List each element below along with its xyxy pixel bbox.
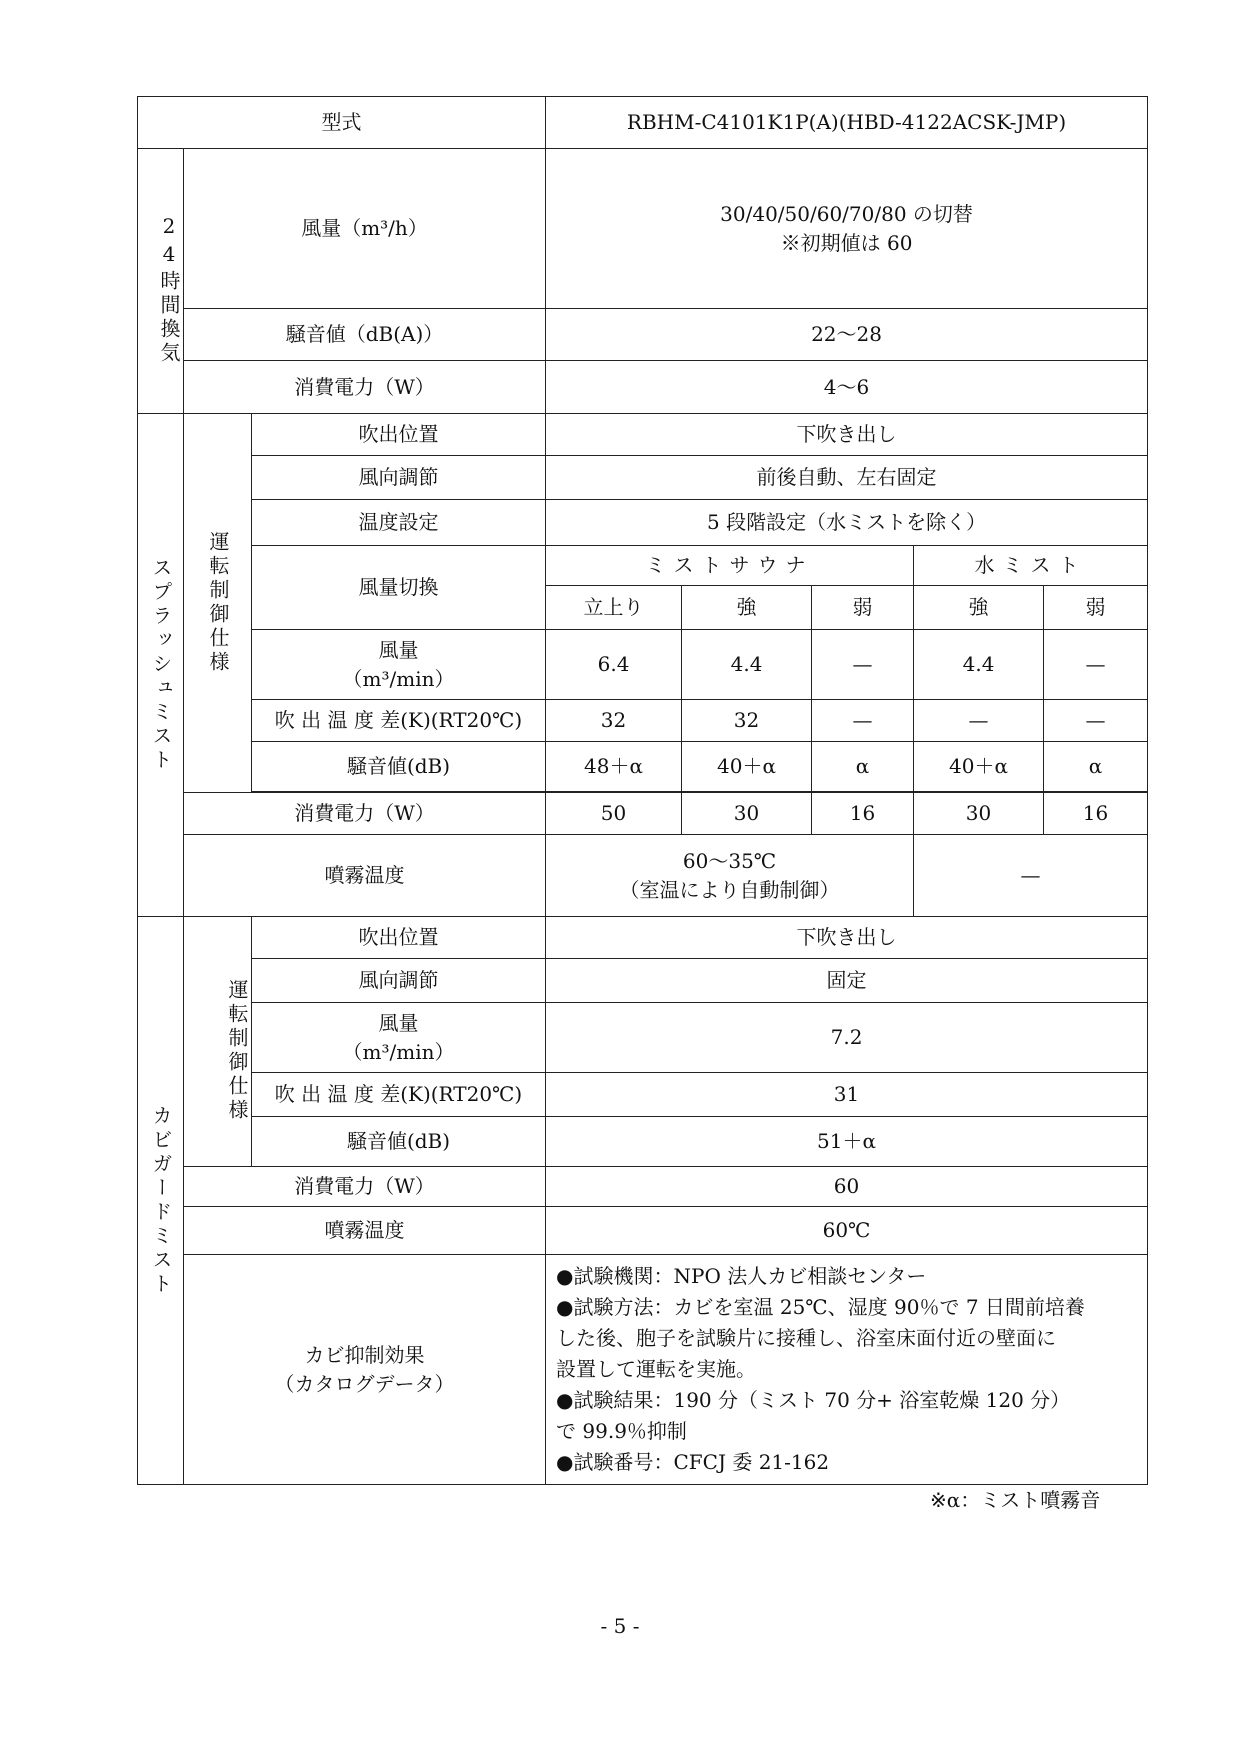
mold-airflow-value: 7.2 [546, 1003, 1148, 1073]
splash-outlet-value: 下吹き出し [546, 414, 1148, 456]
mold-effect-label-line2: （カタログデータ） [274, 1371, 455, 1396]
vent-airflow-label: 風量（m³/h） [184, 149, 546, 309]
splash-airflow-label-line2: （m³/min） [342, 666, 455, 691]
footnote: ※α：ミスト噴霧音 [930, 1488, 1101, 1512]
effect-line: した後、胞子を試験片に接種し、浴室床面付近の壁面に [556, 1326, 1057, 1350]
mold-spray-value: 60℃ [546, 1207, 1148, 1255]
mode-water-weak: 弱 [1044, 586, 1148, 630]
mold-direction-value: 固定 [546, 959, 1148, 1003]
splash-tempdiff-cell: — [914, 700, 1044, 742]
splash-power-cell: 16 [1044, 793, 1148, 835]
splash-direction-label: 風向調節 [252, 456, 546, 500]
vent-noise-label: 騒音値（dB(A)） [184, 309, 546, 361]
splash-tempdiff-cell: — [1044, 700, 1148, 742]
splash-outlet-label: 吹出位置 [252, 414, 546, 456]
ventilation-group-label: 24時間換気 [138, 149, 184, 414]
mold-effect-label [184, 1255, 546, 1485]
splash-power-cell: 30 [914, 793, 1044, 835]
mold-tempdiff-label: 吹 出 温 度 差(K)(RT20℃) [252, 1073, 546, 1117]
mold-group-label: カビガードミスト [138, 917, 184, 1485]
vent-noise-value: 22～28 [546, 309, 1148, 361]
splash-temp-label: 温度設定 [252, 500, 546, 546]
splash-sub-label: 運転制御仕様 [184, 414, 252, 793]
splash-airflow-cell: 4.4 [914, 630, 1044, 700]
mold-airflow-label-line1: 風量 [378, 1010, 419, 1035]
splash-spray-water: — [914, 835, 1148, 917]
vent-power-value: 4～6 [546, 361, 1148, 414]
vent-airflow-line2: ※初期値は 60 [780, 230, 913, 255]
effect-line: ●試験結果：190 分（ミスト 70 分+ 浴室乾燥 120 分） [556, 1388, 1071, 1412]
splash-spray-line1: 60～35℃ [682, 848, 777, 873]
vent-airflow-value [546, 149, 1148, 309]
splash-airflow-label-line1: 風量 [378, 637, 419, 662]
splash-airflow-cell: — [1044, 630, 1148, 700]
mode-startup: 立上り [546, 586, 682, 630]
splash-spray-value [546, 835, 914, 917]
spec-table [137, 96, 1148, 1485]
splash-power-label: 消費電力（W） [184, 793, 546, 835]
splash-power-cell: 30 [682, 793, 812, 835]
splash-temp-value: 5 段階設定（水ミストを除く） [546, 500, 1148, 546]
splash-tempdiff-cell: 32 [546, 700, 682, 742]
mold-noise-value: 51＋α [546, 1117, 1148, 1167]
splash-group-label: スプラッシュミスト [138, 414, 184, 917]
splash-airflow-cell: — [812, 630, 914, 700]
mold-airflow-label [252, 1003, 546, 1073]
mold-effect-details [546, 1255, 1148, 1485]
mold-outlet-value: 下吹き出し [546, 917, 1148, 959]
mode-weak: 弱 [812, 586, 914, 630]
splash-airflow-label [252, 630, 546, 700]
vent-power-label: 消費電力（W） [184, 361, 546, 414]
splash-noise-cell: α [1044, 742, 1148, 792]
splash-power-cell: 50 [546, 793, 682, 835]
effect-line: ●試験機関：NPO 法人カビ相談センター [556, 1264, 927, 1288]
splash-airflow-cell: 6.4 [546, 630, 682, 700]
splash-noise-cell: 40＋α [914, 742, 1044, 792]
mode-water-strong: 強 [914, 586, 1044, 630]
mode-strong: 強 [682, 586, 812, 630]
mold-direction-label: 風向調節 [252, 959, 546, 1003]
vent-airflow-line1: 30/40/50/60/70/80 の切替 [720, 201, 973, 226]
effect-line: で 99.9％抑制 [556, 1419, 687, 1443]
model-label: 型式 [138, 97, 546, 149]
effect-line: ●試験番号：CFCJ 委 21-162 [556, 1450, 830, 1474]
splash-noise-cell: 40＋α [682, 742, 812, 792]
splash-tempdiff-label: 吹 出 温 度 差(K)(RT20℃) [252, 700, 546, 742]
splash-spray-label: 噴霧温度 [184, 835, 546, 917]
effect-line: 設置して運転を実施。 [556, 1357, 757, 1381]
splash-direction-value: 前後自動、左右固定 [546, 456, 1148, 500]
splash-power-cell: 16 [812, 793, 914, 835]
water-mist-header: 水ミスト [914, 546, 1148, 586]
splash-switch-label: 風量切換 [252, 546, 546, 630]
mold-sub-label: 運転制御仕様 [184, 917, 252, 1167]
mold-power-value: 60 [546, 1167, 1148, 1207]
mold-airflow-label-line2: （m³/min） [342, 1039, 455, 1064]
splash-spray-line2: （室温により自動制御） [619, 877, 840, 902]
mold-spray-label: 噴霧温度 [184, 1207, 546, 1255]
mold-effect-label-line1: カビ抑制効果 [304, 1342, 425, 1367]
splash-airflow-cell: 4.4 [682, 630, 812, 700]
effect-line: ●試験方法：カビを室温 25℃、湿度 90％で 7 日間前培養 [556, 1295, 1085, 1319]
splash-tempdiff-cell: 32 [682, 700, 812, 742]
splash-noise-cell: α [812, 742, 914, 792]
mold-outlet-label: 吹出位置 [252, 917, 546, 959]
mold-power-label: 消費電力（W） [184, 1167, 546, 1207]
splash-tempdiff-cell: — [812, 700, 914, 742]
page-number: - 5 - [600, 1614, 640, 1638]
mold-tempdiff-value: 31 [546, 1073, 1148, 1117]
splash-noise-cell: 48＋α [546, 742, 682, 792]
mist-sauna-header: ミストサウナ [546, 546, 914, 586]
splash-noise-label: 騒音値(dB) [252, 742, 546, 792]
model-value: RBHM-C4101K1P(A)(HBD-4122ACSK-JMP) [546, 97, 1148, 149]
mold-noise-label: 騒音値(dB) [252, 1117, 546, 1167]
